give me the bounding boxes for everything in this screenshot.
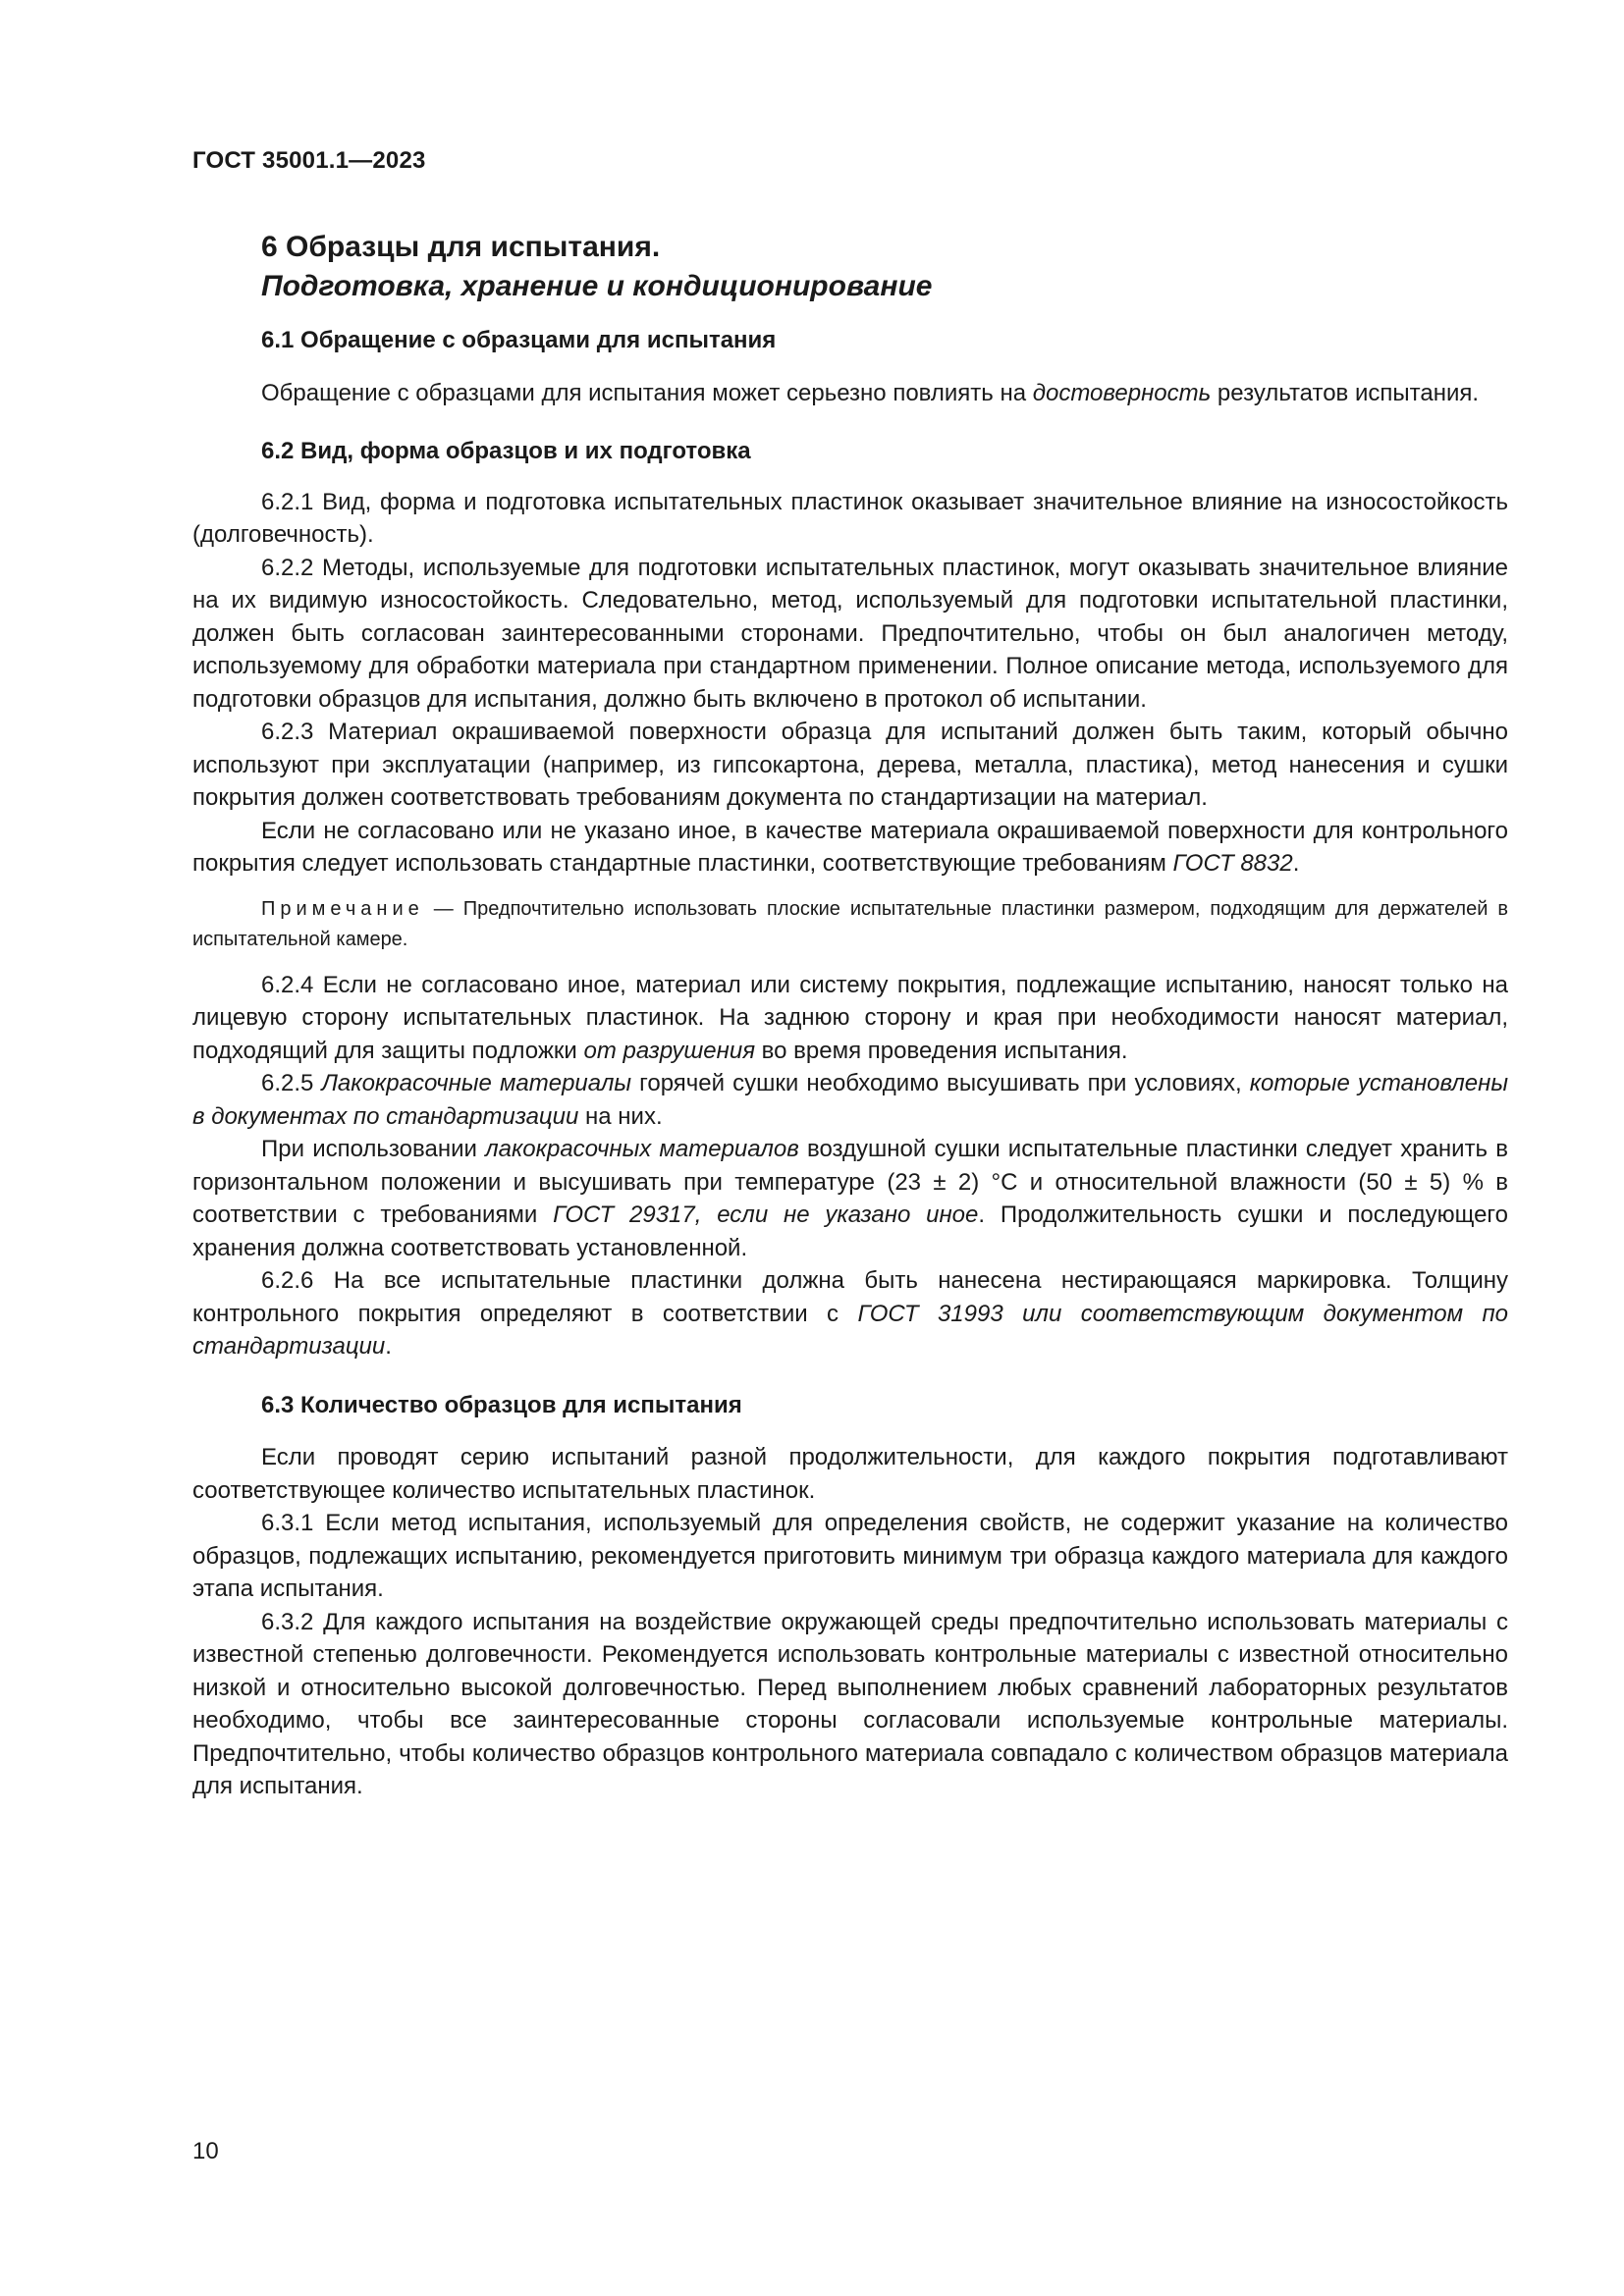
paragraph-6-2-1: 6.2.1 Вид, форма и подготовка испытательных пластинок оказывает значительное влияние на износостойкость (долговечность). xyxy=(192,488,1508,548)
page-number: 10 xyxy=(192,2138,219,2164)
document-body xyxy=(192,324,1508,1803)
paragraph-6-2-2: 6.2.2 Методы, используемые для подготовки испытательных пластинок, могут оказывать значительное влияние на их видимую износостойкость. Следовательно, метод, используемый для подготовки испытательной пластинки, должен быть согласован заинтересованными сторонами. Предпочтительно, чтобы он был аналогичен методу, используемому для обработки материала при стандартном применении. Полное описание метода, используемого для подготовки образцов для испытания, должно быть включено в протокол об испытании. xyxy=(192,554,1508,713)
heading-6-2: 6.2 Вид, форма образцов и их подготовка xyxy=(261,438,751,464)
heading-6-1: 6.1 Обращение с образцами для испытания xyxy=(261,327,777,353)
paragraph-6-3-2: 6.3.2 Для каждого испытания на воздействие окружающей среды предпочтительно использовать материалы с известной степенью долговечности. Рекомендуется использовать контрольные материалы с известной относительно низкой и относительно высокой долговечностью. Перед выполнением любых сравнений лабораторных результатов необходимо, чтобы все заинтересованные стороны согласовали используемые контрольные материалы. Предпочтительно, чтобы количество образцов контрольного материала совпадало с количеством образцов материала для испытания. xyxy=(192,1608,1508,1799)
paragraph-6-2-5-continued: При использовании лакокрасочных материалов воздушной сушки испытательные пластинки следует хранить в горизонтальном положении и высушивать при температуре (23 ± 2) °С и относительной влажности (50 ± 5) % в соответствии с требованиями ГОСТ 29317, если не указано иное. Продолжительность сушки и последующего хранения должна соответствовать установленной. xyxy=(192,1136,1509,1261)
paragraph-6-1: Обращение с образцами для испытания может серьезно повлиять на достоверность результатов испытания. xyxy=(261,379,1480,406)
paragraph-6-2-3: 6.2.3 Материал окрашиваемой поверхности образца для испытаний должен быть таким, который обычно используют при эксплуатации (например, из гипсокартона, дерева, металла, пластика), метод нанесения и сушки покрытия должен соответствовать требованиям документа по стандартизации на материал. xyxy=(192,719,1508,811)
note xyxy=(192,894,1508,955)
document-page xyxy=(192,0,1508,2296)
section-6-title-line: 6 Образцы для испытания. xyxy=(261,231,661,263)
note-text: — Предпочтительно использовать плоские испытательные пластинки размером, подходящим для держателей в испытательной камере. xyxy=(192,897,1508,950)
paragraph-6-3: Если проводят серию испытаний разной продолжительности, для каждого покрытия подготавливают соответствующее количество испытательных пластинок. xyxy=(192,1444,1508,1504)
section-6-subtitle: Подготовка, хранение и кондиционирование xyxy=(261,270,933,302)
section-6-title xyxy=(261,228,933,306)
note-label: Примечание xyxy=(261,897,424,920)
heading-6-3: 6.3 Количество образцов для испытания xyxy=(261,1391,742,1418)
paragraph-6-2-4: 6.2.4 Если не согласовано иное, материал или систему покрытия, подлежащие испытанию, наносят только на лицевую сторону испытательных пластинок. На заднюю сторону и края при необходимости наносят материал, подходящий для защиты подложки от разрушения во время проведения испытания. xyxy=(192,971,1508,1064)
paragraph-6-2-3-continued: Если не согласовано или не указано иное, в качестве материала окрашиваемой поверхности для контрольного покрытия следует использовать стандартные пластинки, соответствующие требованиям ГОСТ 8832. xyxy=(192,817,1508,877)
document-code-header: ГОСТ 35001.1—2023 xyxy=(192,147,426,174)
paragraph-6-2-6: 6.2.6 На все испытательные пластинки должна быть нанесена нестирающаяся маркировка. Толщину контрольного покрытия определяют в соответствии с ГОСТ 31993 или соответствующим документом по стандартизации. xyxy=(192,1267,1509,1360)
paragraph-6-3-1: 6.3.1 Если метод испытания, используемый для определения свойств, не содержит указание на количество образцов, подлежащих испытанию, рекомендуется приготовить минимум три образца каждого материала для каждого этапа испытания. xyxy=(192,1510,1508,1602)
paragraph-6-2-5: 6.2.5 Лакокрасочные материалы горячей сушки необходимо высушивать при условиях, которые установлены в документах по стандартизации на них. xyxy=(192,1070,1509,1130)
